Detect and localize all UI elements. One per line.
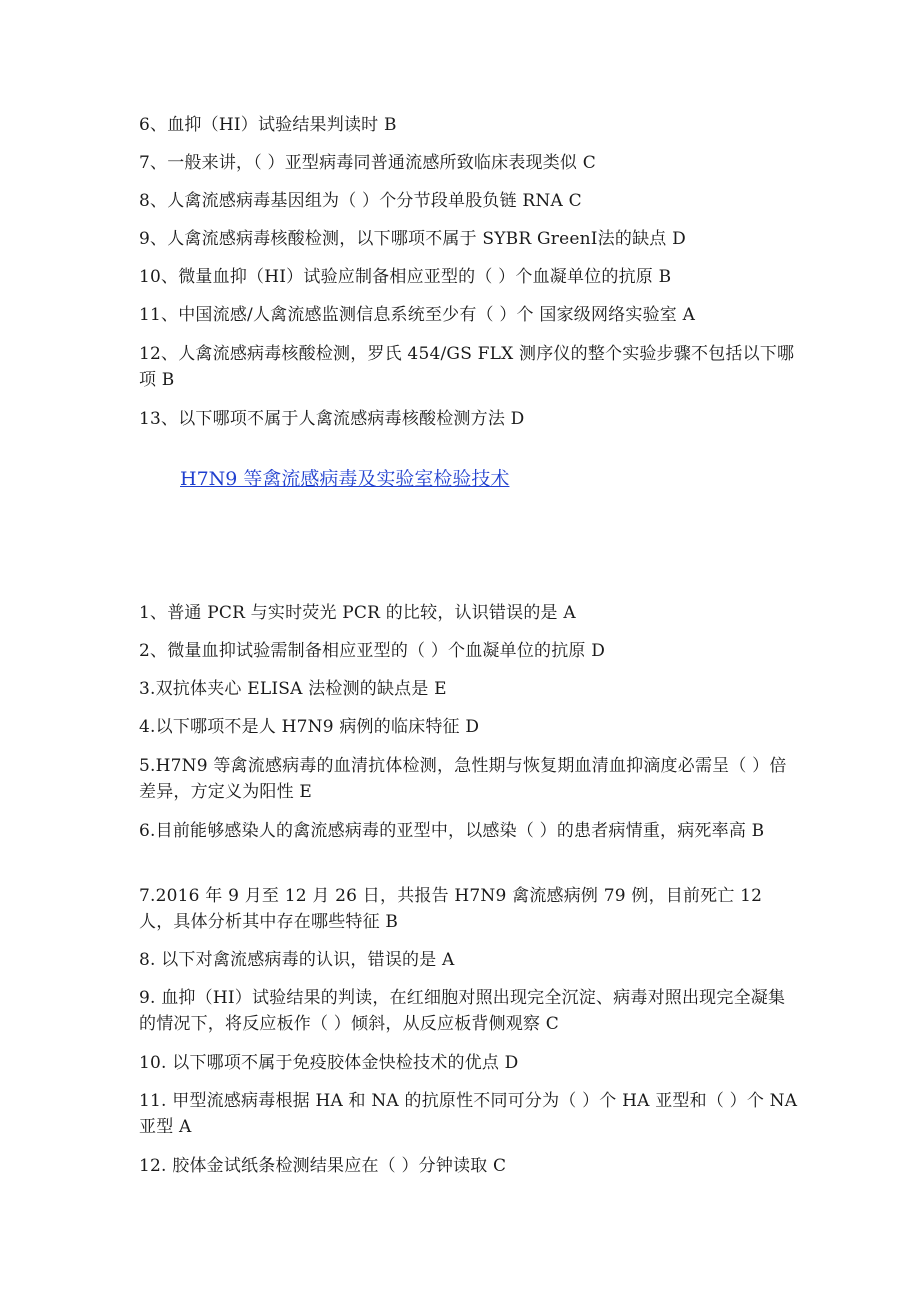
question-item: 7、一般来讲，（ ）亚型病毒同普通流感所致临床表现类似 C <box>139 153 596 173</box>
section-title-link[interactable]: H7N9 等禽流感病毒及实验室检验技术 <box>180 468 510 490</box>
question-item: 6.目前能够感染人的禽流感病毒的亚型中，以感染（ ）的患者病情重，病死率高 B <box>139 821 765 841</box>
question-item: 1、普通 PCR 与实时荧光 PCR 的比较，认识错误的是 A <box>139 603 576 623</box>
question-item: 9. 血抑（HI）试验结果的判读，在红细胞对照出现完全沉淀、病毒对照出现完全凝集的情况下，将反应板作（ ）倾斜，从反应板背侧观察 C <box>139 988 786 1034</box>
question-item: 9、人禽流感病毒核酸检测，以下哪项不属于 SYBR GreenⅠ法的缺点 D <box>139 229 686 249</box>
question-item: 5.H7N9 等禽流感病毒的血清抗体检测，急性期与恢复期血清血抑滴度必需呈（ ）倍差异，方定义为阳性 E <box>139 756 787 802</box>
question-item: 10、微量血抑（HI）试验应制备相应亚型的（ ）个血凝单位的抗原 B <box>139 267 672 287</box>
question-item: 3.双抗体夹心 ELISA 法检测的缺点是 E <box>139 679 447 699</box>
question-item: 4.以下哪项不是人 H7N9 病例的临床特征 D <box>139 717 480 737</box>
question-item: 8、人禽流感病毒基因组为（ ）个分节段单股负链 RNA C <box>139 191 582 211</box>
question-item: 10. 以下哪项不属于免疫胶体金快检技术的优点 D <box>139 1053 519 1073</box>
question-item: 7.2016 年 9 月至 12 月 26 日，共报告 H7N9 禽流感病例 79 例，目前死亡 12 人，具体分析其中存在哪些特征 B <box>139 886 763 932</box>
question-item: 12. 胶体金试纸条检测结果应在（ ）分钟读取 C <box>139 1156 507 1176</box>
question-item: 11. 甲型流感病毒根据 HA 和 NA 的抗原性不同可分为（ ）个 HA 亚型和（ ）个 NA 亚型 A <box>139 1091 798 1137</box>
question-item: 13、以下哪项不属于人禽流感病毒核酸检测方法 D <box>139 409 525 429</box>
question-item: 8. 以下对禽流感病毒的认识，错误的是 A <box>139 950 455 970</box>
question-item: 11、中国流感/人禽流感监测信息系统至少有（ ）个 国家级网络实验室 A <box>139 305 696 325</box>
question-item: 12、人禽流感病毒核酸检测，罗氏 454/GS FLX 测序仪的整个实验步骤不包括以下哪项 B <box>139 344 795 390</box>
question-item: 2、微量血抑试验需制备相应亚型的（ ）个血凝单位的抗原 D <box>139 641 606 661</box>
question-item: 6、血抑（HI）试验结果判读时 B <box>139 115 397 135</box>
